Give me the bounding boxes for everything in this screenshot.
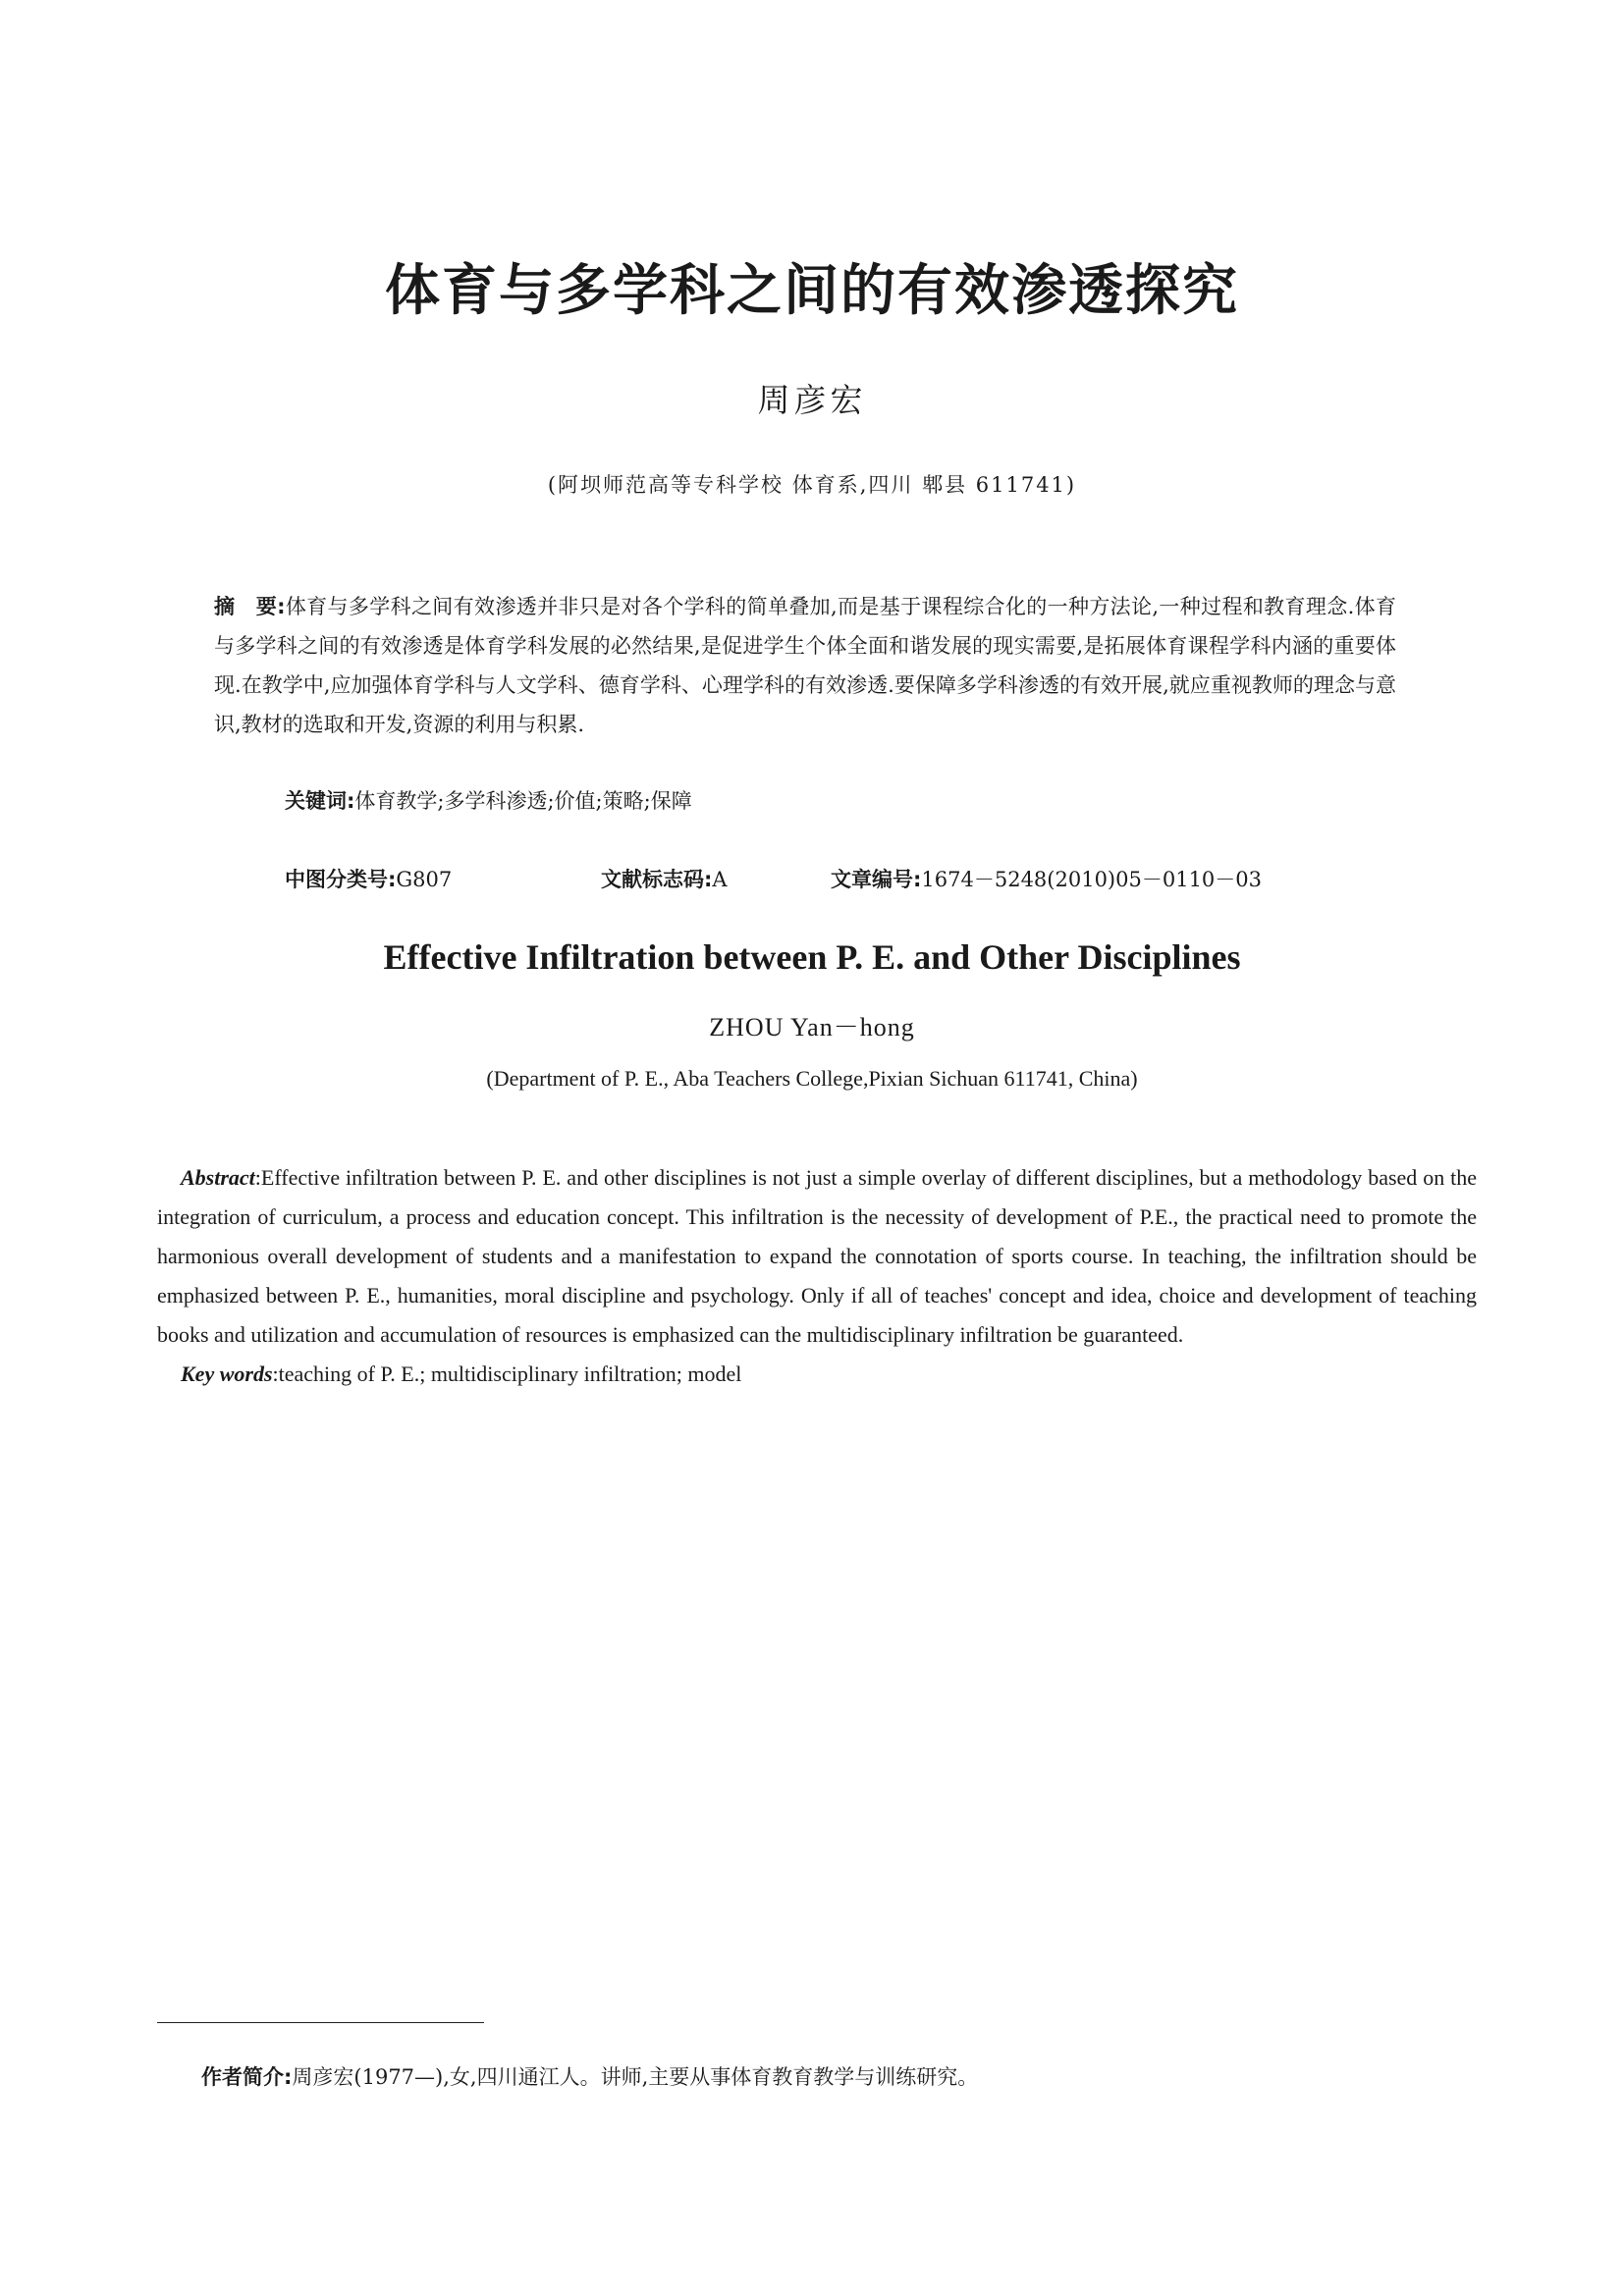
paper-title-en: Effective Infiltration between P. E. and Other Disciplines — [383, 937, 1241, 977]
keywords-text-en: teaching of P. E.; multidisciplinary infiltration; model — [278, 1362, 742, 1386]
article-number-value: 1674－5248(2010)05－0110－03 — [921, 868, 1263, 891]
abstract-text-cn: 体育与多学科之间有效渗透并非只是对各个学科的简单叠加,而是基于课程综合化的一种方法论,一种过程和教育理念.体育与多学科之间的有效渗透是体育学科发展的必然结果,是促进学生个体全面和谐发展的现实需要,是拓展体育课程学科内涵的重要体现.在教学中,应加强体育学科与人文学科、德育学科、心理学科的有效渗透.要保障多学科渗透的有效开展,就应重视教师的理念与意识,教材的选取和开发,资源的利用与积累. — [214, 595, 1396, 736]
abstract-label-cn: 摘 要: — [214, 595, 286, 618]
footnote-divider — [157, 2022, 484, 2023]
article-number-label: 文章编号: — [831, 868, 922, 891]
keywords-label-cn: 关键词: — [285, 789, 355, 813]
author-name-cn: 周彦宏 — [757, 381, 867, 419]
clc-number — [285, 860, 452, 899]
paper-title-cn: 体育与多学科之间的有效渗透探究 — [385, 258, 1239, 323]
abstract-en: Abstract:Effective infiltration between P. E. and other disciplines is not just a simple overlay of different disciplines, but a methodology based on the integration of curriculum, a process and education concept. This infiltration is the necessity of development of P.E., the practical need to promote the harmonious overall development of students and a manifestation to expand the connotation of sports course. In teaching, the infiltration should be emphasized between P. E., humanities, moral discipline and psychology. Only if all of teaches' concept and idea, choice and development of teaching books and utilization and accumulation of resources is emphasized can the multidisciplinary infiltration be guaranteed. — [157, 1165, 1477, 1347]
keywords-text-cn: 体育教学;多学科渗透;价值;策略;保障 — [354, 789, 692, 813]
keywords-label-en: Key words — [181, 1362, 273, 1386]
abstract-text-en: Effective infiltration between P. E. and other disciplines is not just a simple overlay of different disciplines, but a methodology based on the integration of curriculum, a process and education concept. This infiltration is the necessity of development of P.E., the practical need to promote the harmonious overall development of students and a manifestation to expand the connotation of sports course. In teaching, the infiltration should be emphasized between P. E., humanities, moral discipline and psychology. Only if all of teaches' concept and idea, choice and development of teaching books and utilization and accumulation of resources is emphasized can the multidisciplinary infiltration be guaranteed. — [157, 1165, 1477, 1347]
author-footnote — [201, 2059, 1478, 2095]
abstract-cn — [214, 587, 1396, 744]
keywords-en: Key words:teaching of P. E.; multidisciplinary infiltration; model — [181, 1362, 742, 1386]
author-name-en: ZHOU Yan－hong — [709, 1013, 915, 1041]
clc-value: G807 — [396, 868, 453, 891]
affiliation-en: (Department of P. E., Aba Teachers College,Pixian Sichuan 611741, China) — [486, 1066, 1138, 1091]
document-code-label: 文献标志码: — [601, 868, 713, 891]
article-number — [831, 860, 1262, 899]
abstract-label-en: Abstract — [181, 1165, 255, 1190]
clc-label: 中图分类号: — [285, 868, 397, 891]
footnote-label: 作者简介: — [201, 2065, 293, 2089]
affiliation-cn: (阿坝师范高等专科学校 体育系,四川 郫县 611741) — [547, 473, 1077, 497]
keywords-cn — [285, 781, 1394, 821]
document-code-value: A — [712, 868, 728, 891]
document-code — [601, 860, 728, 899]
footnote-text: 周彦宏(1977—),女,四川通江人。讲师,主要从事体育教育教学与训练研究。 — [292, 2065, 979, 2089]
